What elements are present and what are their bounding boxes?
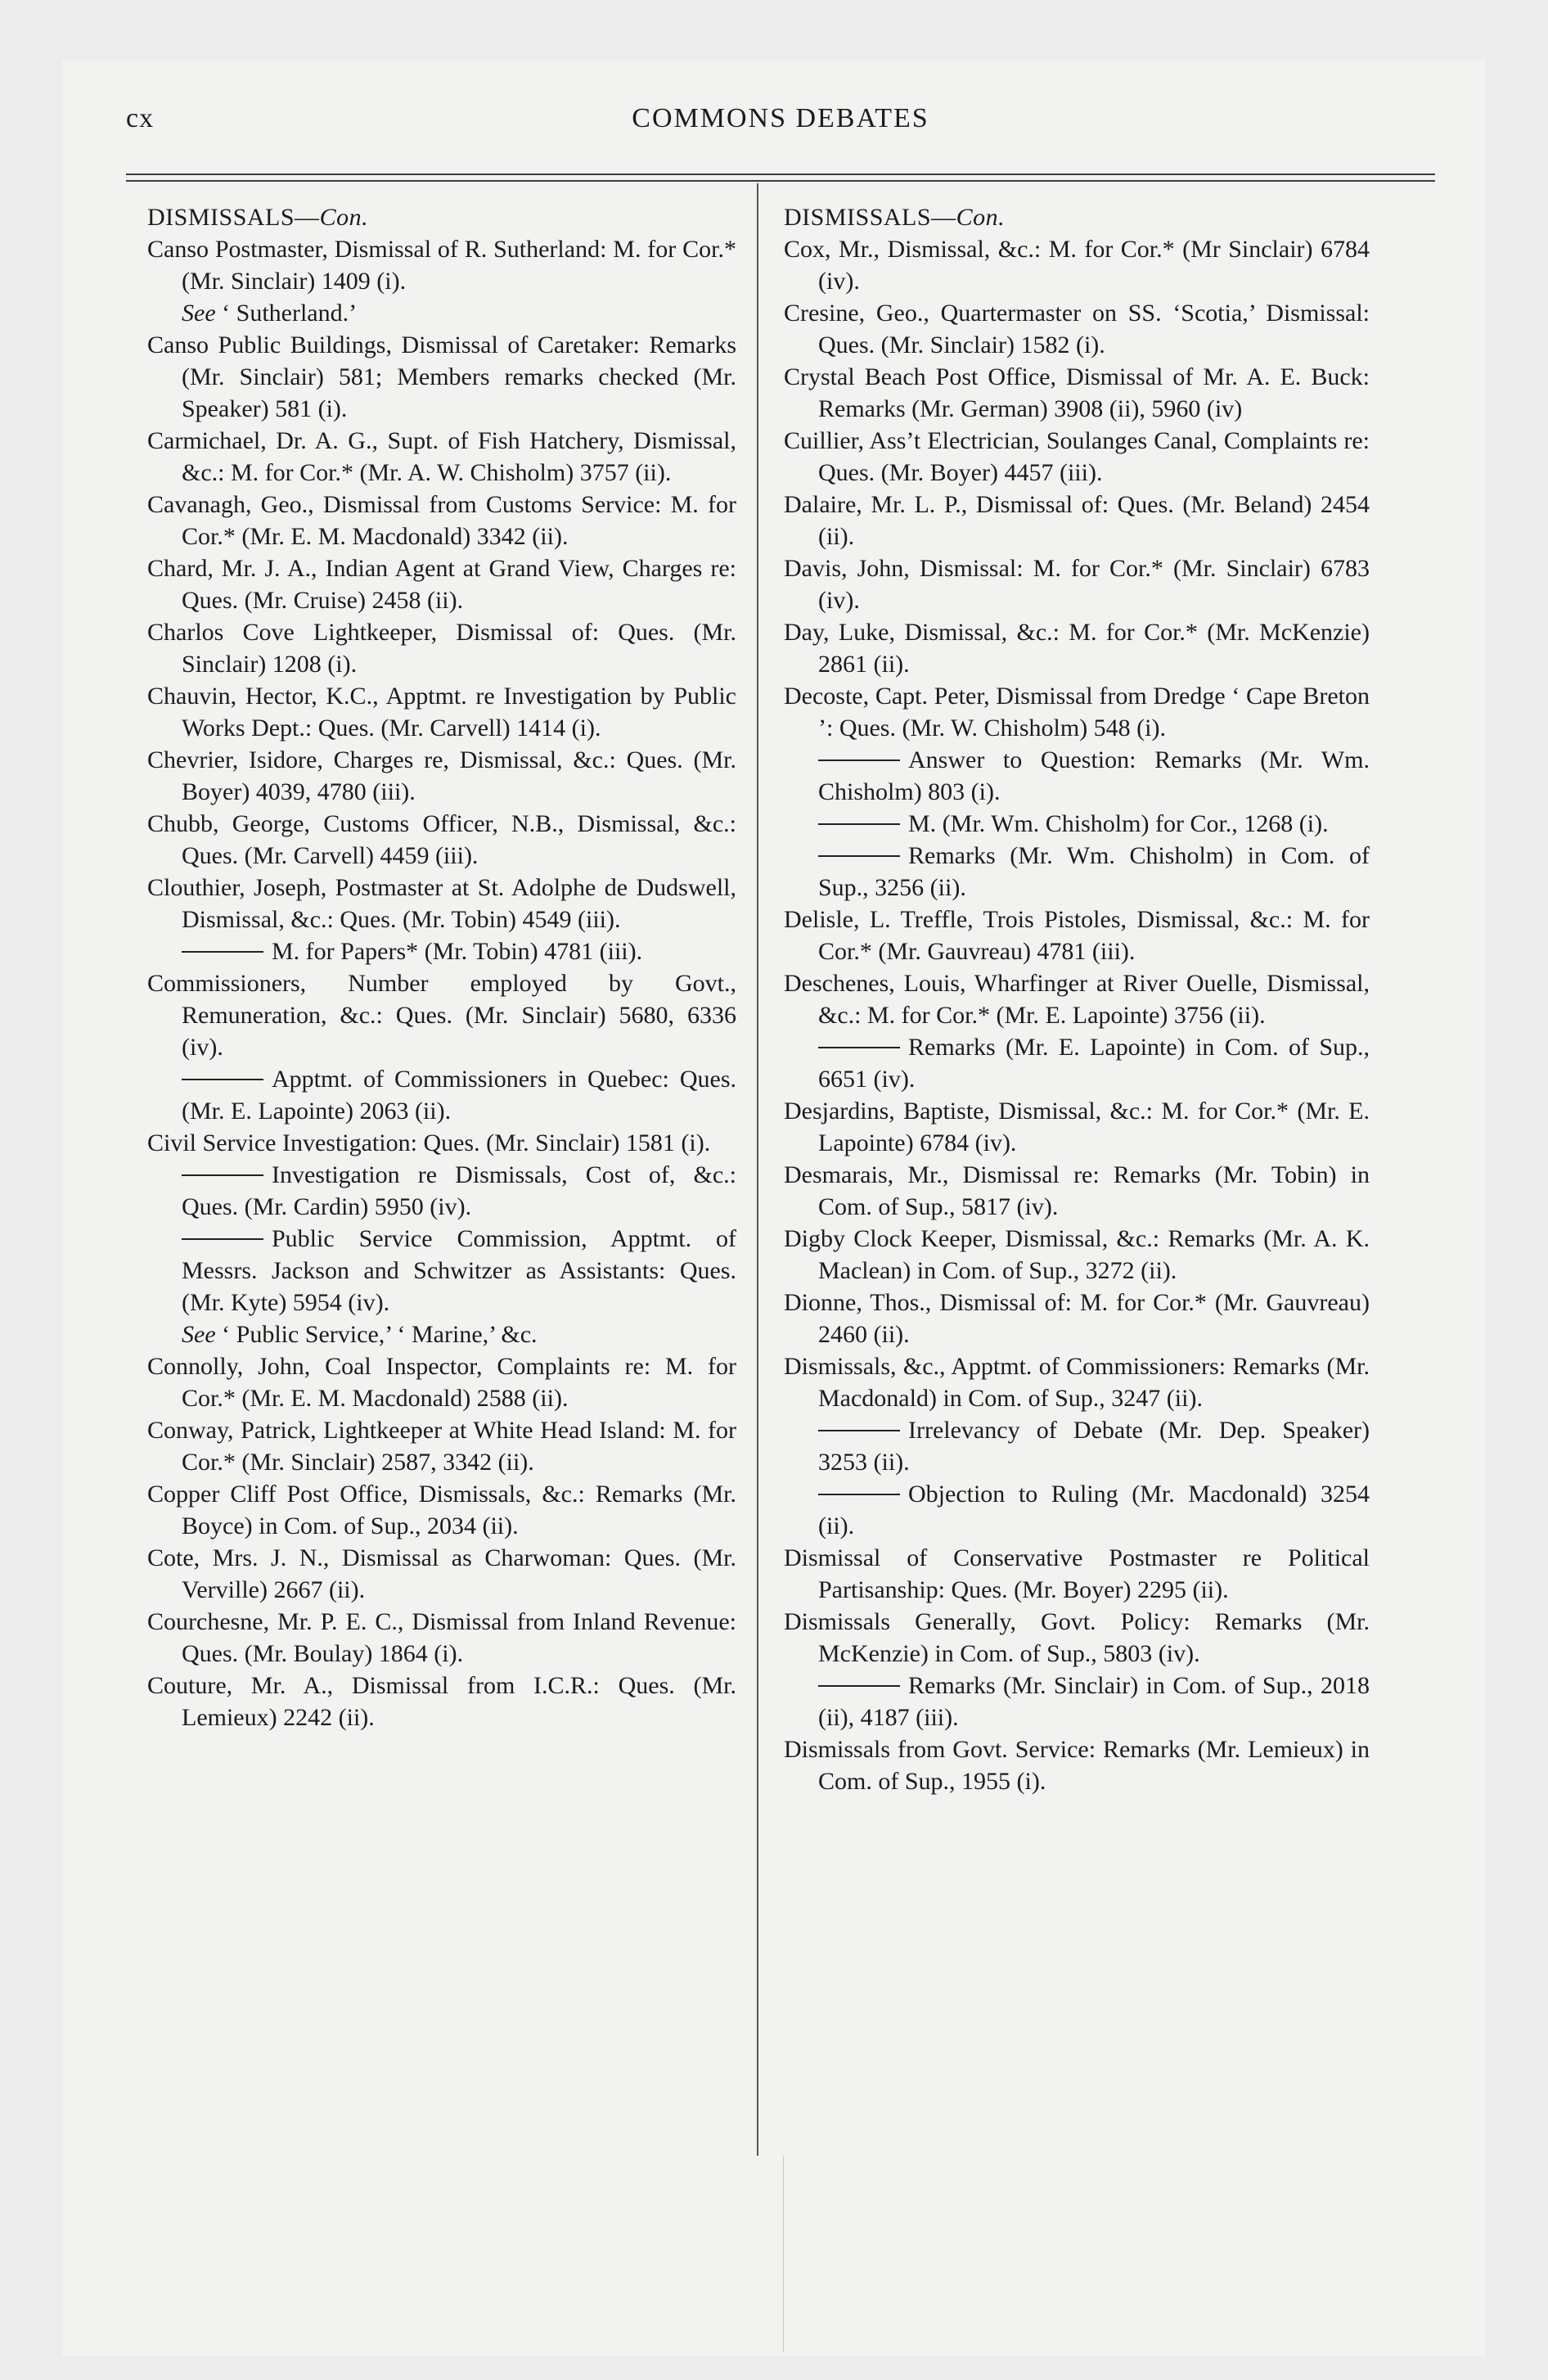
see-word: See — [182, 1321, 216, 1348]
index-subentry — [784, 808, 1370, 840]
index-entry: Canso Public Buildings, Dismissal of Caretaker: Remarks (Mr. Sinclair) 581; Members remarks checked (Mr. Speaker) 581 (i). — [147, 331, 736, 422]
index-entry: Carmichael, Dr. A. G., Supt. of Fish Hatchery, Dismissal, &c.: M. for Cor.* (Mr. A. W. Chisholm) 3757 (ii). — [147, 427, 736, 486]
page-folio: cx — [126, 103, 155, 133]
index-entry: Crystal Beach Post Office, Dismissal of Mr. A. E. Buck: Remarks (Mr. German) 3908 (ii), 5960 (iv) — [784, 363, 1370, 422]
running-head — [126, 103, 1435, 149]
index-subentry — [147, 935, 736, 967]
subentry-text: Answer to Question: Remarks (Mr. Wm. Chisholm) 803 (i). — [818, 746, 1370, 805]
index-subentry — [147, 1159, 736, 1223]
ditto-dash — [818, 855, 900, 857]
index-entry: Desmarais, Mr., Dismissal re: Remarks (Mr. Tobin) in Com. of Sup., 5817 (iv). — [784, 1161, 1370, 1220]
ditto-dash — [818, 1430, 900, 1431]
index-subentry — [784, 1478, 1370, 1542]
subentry-text: Objection to Ruling (Mr. Macdonald) 3254 (ii). — [818, 1481, 1370, 1539]
right-column — [784, 201, 1370, 1797]
index-entry: Cox, Mr., Dismissal, &c.: M. for Cor.* (Mr Sinclair) 6784 (iv). — [784, 236, 1370, 295]
ditto-dash — [182, 1238, 263, 1240]
index-entry: Copper Cliff Post Office, Dismissals, &c.: Remarks (Mr. Boyce) in Com. of Sup., 2034 (ii). — [147, 1481, 736, 1539]
index-subentry — [784, 1031, 1370, 1095]
book-page — [62, 61, 1486, 2356]
index-subentry — [784, 1414, 1370, 1478]
subentry-text: M. for Papers* (Mr. Tobin) 4781 (iii). — [272, 938, 643, 965]
left-column — [147, 201, 736, 1733]
index-entry: Day, Luke, Dismissal, &c.: M. for Cor.* (Mr. McKenzie) 2861 (ii). — [784, 619, 1370, 678]
index-entry: Courchesne, Mr. P. E. C., Dismissal from Inland Revenue: Ques. (Mr. Boulay) 1864 (i). — [147, 1608, 736, 1667]
index-entry: Delisle, L. Treffle, Trois Pistoles, Dismissal, &c.: M. for Cor.* (Mr. Gauvreau) 4781 (iii). — [784, 906, 1370, 965]
index-subentry — [784, 840, 1370, 904]
index-entry: Cavanagh, Geo., Dismissal from Customs Service: M. for Cor.* (Mr. E. M. Macdonald) 3342 (ii). — [147, 491, 736, 550]
column-divider — [757, 183, 758, 2156]
index-entry: Dismissals from Govt. Service: Remarks (Mr. Lemieux) in Com. of Sup., 1955 (i). — [784, 1736, 1370, 1795]
subentry-text: Apptmt. of Commissioners in Quebec: Ques. (Mr. E. Lapointe) 2063 (ii). — [182, 1066, 736, 1125]
index-entry: Conway, Patrick, Lightkeeper at White Head Island: M. for Cor.* (Mr. Sinclair) 2587, 3342 (ii). — [147, 1417, 736, 1476]
index-entry: Chauvin, Hector, K.C., Apptmt. re Investigation by Public Works Dept.: Ques. (Mr. Carvell) 1414 (i). — [147, 683, 736, 741]
header-rule-bottom — [126, 180, 1435, 182]
ditto-dash — [818, 1494, 900, 1495]
subentry-text: Public Service Commission, Apptmt. of Messrs. Jackson and Schwitzer as Assistants: Ques. (Mr. Kyte) 5954 (iv). — [182, 1225, 736, 1316]
section-head-con: Con. — [319, 204, 369, 231]
ditto-dash — [818, 1685, 900, 1687]
ditto-dash — [818, 760, 900, 761]
subentry-text: Remarks (Mr. E. Lapointe) in Com. of Sup., 6651 (iv). — [818, 1034, 1370, 1093]
index-entry: Deschenes, Louis, Wharfinger at River Ouelle, Dismissal, &c.: M. for Cor.* (Mr. E. Lapointe) 3756 (ii). — [784, 970, 1370, 1029]
subentry-text: Investigation re Dismissals, Cost of, &c.: Ques. (Mr. Cardin) 5950 (iv). — [182, 1161, 736, 1220]
ditto-dash — [182, 951, 263, 953]
index-entry: Dismissals, &c., Apptmt. of Commissioners: Remarks (Mr. Macdonald) in Com. of Sup., 3247 (ii). — [784, 1353, 1370, 1412]
header-rule-top — [126, 174, 1435, 175]
section-head-text: DISMISSALS— — [784, 204, 956, 231]
index-entry: Dismissals Generally, Govt. Policy: Remarks (Mr. McKenzie) in Com. of Sup., 5803 (iv). — [784, 1608, 1370, 1667]
page-title: COMMONS DEBATES — [632, 103, 929, 133]
see-reference — [147, 1318, 736, 1350]
index-entry: Cresine, Geo., Quartermaster on SS. ‘Scotia,’ Dismissal: Ques. (Mr. Sinclair) 1582 (i). — [784, 300, 1370, 358]
index-entry: Dionne, Thos., Dismissal of: M. for Cor.* (Mr. Gauvreau) 2460 (ii). — [784, 1289, 1370, 1348]
see-reference — [147, 297, 736, 329]
ditto-dash — [182, 1174, 263, 1176]
see-word: See — [182, 300, 216, 327]
ditto-dash — [818, 1047, 900, 1048]
index-subentry — [784, 1670, 1370, 1733]
index-subentry — [784, 744, 1370, 808]
index-entry: Civil Service Investigation: Ques. (Mr. Sinclair) 1581 (i). — [147, 1129, 711, 1156]
index-entry: Commissioners, Number employed by Govt., Remuneration, &c.: Ques. (Mr. Sinclair) 5680, 6336 (iv). — [147, 970, 736, 1061]
index-entry: Dismissal of Conservative Postmaster re Political Partisanship: Ques. (Mr. Boyer) 2295 (ii). — [784, 1544, 1370, 1603]
index-subentry — [147, 1223, 736, 1318]
subentry-text: Irrelevancy of Debate (Mr. Dep. Speaker) 3253 (ii). — [818, 1417, 1370, 1476]
section-head-con: Con. — [956, 204, 1006, 231]
column-divider-faint — [783, 2156, 784, 2352]
subentry-text: M. (Mr. Wm. Chisholm) for Cor., 1268 (i). — [908, 810, 1329, 837]
see-target: ‘ Sutherland.’ — [215, 300, 358, 327]
index-entry: Desjardins, Baptiste, Dismissal, &c.: M. for Cor.* (Mr. E. Lapointe) 6784 (iv). — [784, 1098, 1370, 1156]
index-entry: Cote, Mrs. J. N., Dismissal as Charwoman: Ques. (Mr. Verville) 2667 (ii). — [147, 1544, 736, 1603]
index-entry: Canso Postmaster, Dismissal of R. Sutherland: M. for Cor.* (Mr. Sinclair) 1409 (i). — [147, 236, 736, 295]
index-entry: Chard, Mr. J. A., Indian Agent at Grand View, Charges re: Ques. (Mr. Cruise) 2458 (ii). — [147, 555, 736, 614]
index-entry: Connolly, John, Coal Inspector, Complaints re: M. for Cor.* (Mr. E. M. Macdonald) 2588 (ii). — [147, 1353, 736, 1412]
index-entry: Cuillier, Ass’t Electrician, Soulanges Canal, Complaints re: Ques. (Mr. Boyer) 4457 (iii). — [784, 427, 1370, 486]
subentry-text: Remarks (Mr. Wm. Chisholm) in Com. of Sup., 3256 (ii). — [818, 842, 1370, 901]
index-entry: Digby Clock Keeper, Dismissal, &c.: Remarks (Mr. A. K. Maclean) in Com. of Sup., 3272 (ii). — [784, 1225, 1370, 1284]
section-head-text: DISMISSALS— — [147, 204, 320, 231]
section-head — [147, 201, 736, 233]
index-entry: Decoste, Capt. Peter, Dismissal from Dredge ‘ Cape Breton ’: Ques. (Mr. W. Chisholm) 548 (i). — [784, 683, 1370, 741]
index-entry: Charlos Cove Lightkeeper, Dismissal of: Ques. (Mr. Sinclair) 1208 (i). — [147, 619, 736, 678]
index-entry: Chubb, George, Customs Officer, N.B., Dismissal, &c.: Ques. (Mr. Carvell) 4459 (iii). — [147, 810, 736, 869]
section-head — [784, 201, 1370, 233]
ditto-dash — [182, 1079, 263, 1080]
index-entry: Dalaire, Mr. L. P., Dismissal of: Ques. (Mr. Beland) 2454 (ii). — [784, 491, 1370, 550]
ditto-dash — [818, 823, 900, 825]
subentry-text: Remarks (Mr. Sinclair) in Com. of Sup., 2018 (ii), 4187 (iii). — [818, 1672, 1370, 1731]
see-target: ‘ Public Service,’ ‘ Marine,’ &c. — [215, 1321, 538, 1348]
index-entry: Davis, John, Dismissal: M. for Cor.* (Mr. Sinclair) 6783 (iv). — [784, 555, 1370, 614]
index-entry: Chevrier, Isidore, Charges re, Dismissal, &c.: Ques. (Mr. Boyer) 4039, 4780 (iii). — [147, 746, 736, 805]
index-entry: Clouthier, Joseph, Postmaster at St. Adolphe de Dudswell, Dismissal, &c.: Ques. (Mr. Tobin) 4549 (iii). — [147, 874, 736, 933]
index-entry: Couture, Mr. A., Dismissal from I.C.R.: Ques. (Mr. Lemieux) 2242 (ii). — [147, 1672, 736, 1731]
index-subentry — [147, 1063, 736, 1127]
